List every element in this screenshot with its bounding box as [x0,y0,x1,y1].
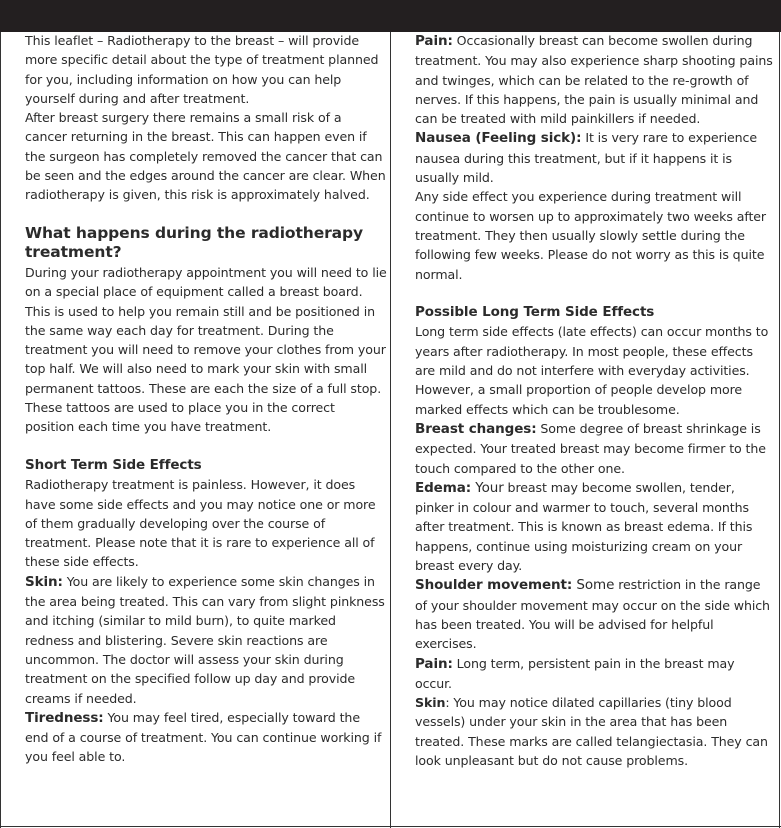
pain-text: Occasionally breast can become swollen during treatment. You may also experience sharp shooting pains and twinges, which can be related to the re-growth of nerves. If this happens, the pain is usually minimal and can be treated with mild painkillers if needed. [415,33,773,127]
short-term-heading: Short Term Side Effects [25,456,202,473]
any-side-effect-text: Any side effect you experience during treatment will continue to worsen up to approximately two weeks after treatment. They then usually slowly settle during the following few weeks. Please do not worry as this is quite normal. [415,189,767,282]
long-pain-label: Pain: [415,655,453,672]
intro-paragraph-2: After breast surgery there remains a small risk of a cancer returning in the breast. This can happen even if the surgeon has completely removed the cancer that can be seen and the edges around the cancer are clear. When radiotherapy is given, this risk is approximately halved. [25,110,386,203]
during-treatment-heading: What happens during the radiotherapy treatment? [25,223,364,262]
long-term-heading: Possible Long Term Side Effects [415,304,655,321]
pain-label: Pain: [415,33,453,49]
edema-first-word: Your [471,479,504,496]
edema-label: Edema: [415,479,472,496]
header-bar [0,0,781,32]
right-border [779,32,780,828]
skin-text: You are likely to experience some skin changes in the area being treated. This can vary from slight pinkness and itching (similar to mild burn), to quite marked redness and blistering. Severe skin reactions are uncommon. The doctor will assess your skin during treatment on the specified follow up day and provide creams if needed. [25,573,385,706]
skin-label: Skin: [25,573,63,590]
left-border [0,32,1,828]
right-column [415,31,773,770]
short-term-text: Radiotherapy treatment is painless. However, it does have some side effects and you may notice one or more of them gradually developing over the course of treatment. Please note that it is rare to experience all of these side effects. [25,477,376,570]
breast-changes-label: Breast changes: [415,420,537,437]
bottom-border [0,826,781,827]
shoulder-paragraph [415,575,773,653]
long-skin-paragraph [415,693,773,770]
column-divider [390,32,391,828]
long-pain-paragraph [415,654,773,694]
shoulder-first-word: Some [572,577,615,594]
long-skin-text: : You may notice dilated capillaries (tiny blood vessels) under your skin in the area that has been treated. These marks are called telangiectasia. They can look unpleasant but do not cause problems. [415,695,768,768]
intro-paragraph-1: This leaflet – Radiotherapy to the breast – will provide more specific detail about the type of treatment planned for you, including information on how you can help yourself during and after treatment. [25,33,379,106]
tiredness-text: You may feel tired, especially toward the end of a course of treatment. You can continue working if you feel able to. [25,709,382,765]
skin-paragraph [25,572,387,708]
nausea-paragraph [415,128,773,187]
breast-changes-text: Some degree of breast shrinkage is expected. Your treated breast may become firmer to the touch compared to the other one. [415,420,766,476]
tiredness-label: Tiredness: [25,709,104,726]
tiredness-paragraph [25,708,387,767]
edema-paragraph [415,478,773,575]
shoulder-label: Shoulder movement: [415,577,573,594]
during-treatment-text: During your radiotherapy appointment you will need to lie on a special place of equipment called a breast board. This is used to help you remain still and be positioned in the same way each day for treatment. During the treatment you will need to remove your clothes from your top half. We will also need to mark your skin with small permanent tattoos. These are each the size of a full stop. These tattoos are used to place you in the correct position each time you have treatment. [25,264,387,435]
edema-text: breast may become swollen, tender, pinker in colour and warmer to touch, several months after treatment. This is known as breast edema. If this happens, continue using moisturizing cream on your breast every day. [415,479,753,574]
nausea-label: Nausea (Feeling sick): [415,130,582,147]
breast-changes-paragraph [415,419,773,478]
long-pain-text: Long term, persistent pain in the breast may occur. [415,655,735,691]
long-term-text: Long term side effects (late effects) can occur months to years after radiotherapy. In most people, these effects are mild and do not interfere with everyday activities. However, a small proportion of people develop more marked effects which can be troublesome. [415,324,769,417]
pain-paragraph [415,31,773,128]
long-skin-label: Skin [415,695,446,711]
nausea-text: It is very rare to experience nausea during this treatment, but if it happens it is usually mild. [415,130,757,186]
shoulder-text: restriction in the range of your shoulder movement may occur on the side which has been treated. You will be advised for helpful exercises. [415,577,770,652]
left-column [25,31,387,767]
